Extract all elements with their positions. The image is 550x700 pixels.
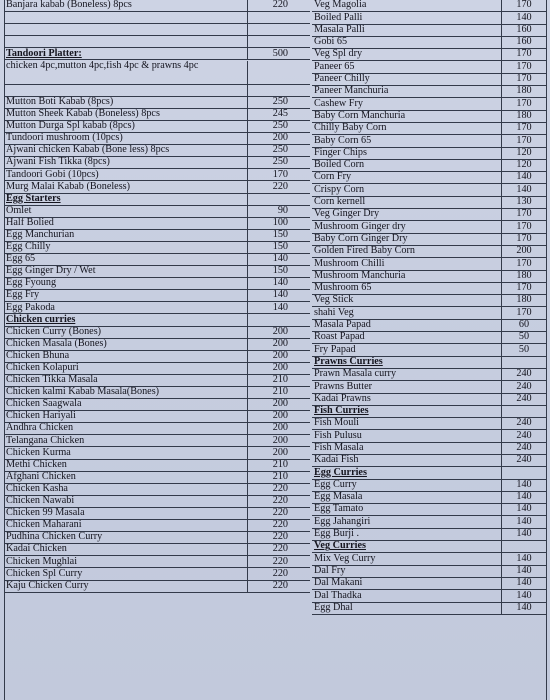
menu-item-price: 200 (272, 422, 288, 434)
menu-item-name: Chicken Saagwala (4, 399, 248, 410)
menu-item-name: Murg Malai Kabab (Boneless) (4, 181, 248, 192)
menu-item-price: 200 (272, 362, 288, 373)
menu-item-row (312, 578, 546, 590)
menu-item-price: 120 (516, 146, 532, 158)
menu-item-row (312, 516, 546, 528)
menu-item-price: 100 (272, 216, 288, 228)
menu-item-price: 140 (516, 552, 532, 564)
menu-item-price: 220 (272, 495, 288, 507)
menu-item-price: 140 (516, 515, 532, 527)
menu-item-name: Egg Pakoda (4, 302, 248, 313)
menu-item-row (312, 283, 546, 295)
menu-item-price: 220 (272, 543, 288, 555)
menu-item-name: Cashew Fry (312, 98, 502, 109)
menu-item-row (312, 98, 546, 110)
section-title: Tandoori Platter: (4, 48, 248, 59)
menu-item-name: Kaju Chicken Curry (4, 581, 248, 592)
menu-item-row (312, 529, 546, 541)
menu-item-price: 170 (516, 306, 532, 318)
menu-item-name: Fish Pulusu (312, 430, 502, 441)
menu-item-price: 140 (516, 503, 532, 515)
menu-item-price: 220 (272, 579, 288, 591)
menu-item-price: 140 (516, 577, 532, 589)
menu-item-row (4, 230, 310, 242)
menu-item-name: Corn Fry (312, 172, 502, 183)
menu-item-row (4, 36, 310, 48)
menu-item-price: 170 (516, 134, 532, 146)
menu-item-name: Omlet (4, 206, 248, 217)
menu-item-row (4, 0, 310, 12)
menu-item-price: 140 (516, 478, 532, 490)
menu-item-row (312, 603, 546, 615)
menu-item-row (4, 556, 310, 568)
menu-item-price: 150 (272, 241, 288, 253)
menu-item-name: Veg Spl dry (312, 49, 502, 60)
menu-item-name: Half Bolied (4, 218, 248, 229)
menu-item-name (4, 85, 248, 96)
menu-item-row (312, 246, 546, 258)
menu-item-name: Chicken Curry (Bones) (4, 327, 248, 338)
menu-item-row (4, 447, 310, 459)
menu-item-name: Egg Burji . (312, 529, 502, 540)
menu-item-name: Corn kernell (312, 197, 502, 208)
menu-item-name: Chicken Kasha (4, 484, 248, 495)
menu-item-price: 170 (516, 97, 532, 109)
menu-item-price: 240 (516, 454, 532, 466)
menu-item-row (4, 351, 310, 363)
left-border-line (4, 0, 5, 700)
menu-item-name: Kadai Prawns (312, 394, 502, 405)
menu-item-name: Masala Palli (312, 25, 502, 36)
menu-item-price: 170 (516, 122, 532, 134)
section-header-row (4, 194, 310, 206)
menu-item-row (4, 363, 310, 375)
menu-item-name: Chicken Kurma (4, 447, 248, 458)
menu-item-row (312, 307, 546, 319)
menu-item-row (312, 37, 546, 49)
menu-item-price: 120 (516, 159, 532, 171)
menu-item-price: 220 (272, 0, 288, 11)
menu-item-price: 220 (272, 180, 288, 192)
menu-item-row (312, 148, 546, 160)
menu-item-name: Mix Veg Curry (312, 553, 502, 564)
menu-item-row (4, 60, 310, 84)
menu-item-name: Chicken Masala (Bones) (4, 339, 248, 350)
menu-item-name: Dal Makani (312, 578, 502, 589)
menu-item-row (312, 258, 546, 270)
menu-item-price: 160 (516, 23, 532, 35)
menu-item-price: 170 (516, 257, 532, 269)
menu-item-row (312, 0, 546, 12)
menu-item-price: 240 (516, 380, 532, 392)
menu-item-price: 200 (272, 434, 288, 446)
menu-item-row (312, 394, 546, 406)
menu-item-name (4, 36, 248, 47)
menu-item-row (312, 160, 546, 172)
menu-item-name: Chicken Hariyali (4, 411, 248, 422)
menu-item-row (312, 86, 546, 98)
menu-item-price: 240 (516, 392, 532, 404)
menu-item-price: 140 (516, 589, 532, 601)
menu-item-name: Tundoori mushroom (10pcs) (4, 133, 248, 144)
menu-item-name: Masala Papad (312, 320, 502, 331)
menu-item-name: Golden Fired Baby Corn (312, 246, 502, 257)
menu-item-price: 220 (272, 555, 288, 567)
menu-item-row (312, 430, 546, 442)
menu-item-row (312, 234, 546, 246)
menu-item-name: Mutton Boti Kabab (8pcs) (4, 97, 248, 108)
menu-item-row (4, 508, 310, 520)
menu-item-row (4, 157, 310, 169)
menu-item-name: chicken 4pc,mutton 4pc,fish 4pc & prawns 4pc (4, 61, 248, 83)
menu-item-row (4, 24, 310, 36)
menu-item-row (312, 344, 546, 356)
menu-item-name: Chicken Maharani (4, 520, 248, 531)
menu-item-price: 140 (516, 11, 532, 23)
section-title: Veg Curries (312, 541, 502, 552)
menu-item-row (4, 339, 310, 351)
menu-item-name: Boiled Palli (312, 12, 502, 23)
menu-item-row (4, 581, 310, 593)
menu-item-name: Chicken kalmi Kabab Masala(Bones) (4, 387, 248, 398)
menu-item-row (4, 435, 310, 447)
menu-item-name: Kadai Chicken (4, 544, 248, 555)
menu-item-name: Chicken Bhuna (4, 351, 248, 362)
menu-item-row (4, 145, 310, 157)
menu-item-name: Egg Jahangiri (312, 516, 502, 527)
menu-item-price: 140 (516, 171, 532, 183)
menu-item-row (312, 320, 546, 332)
menu-item-price: 170 (516, 0, 532, 11)
menu-item-price: 140 (516, 528, 532, 540)
menu-item-name: Chicken Spl Curry (4, 568, 248, 579)
menu-item-row (4, 568, 310, 580)
menu-item-name: Ajwani chicken Kabab (Bone less) 8pcs (4, 145, 248, 156)
menu-item-name: Kadai Fish (312, 455, 502, 466)
section-header-row (312, 541, 546, 553)
menu-item-name: Egg 65 (4, 254, 248, 265)
menu-item-price: 180 (516, 85, 532, 97)
menu-item-price: 220 (272, 482, 288, 494)
menu-item-row (4, 169, 310, 181)
menu-item-name: Mushroom Manchuria (312, 271, 502, 282)
menu-item-name: Veg Ginger Dry (312, 209, 502, 220)
menu-item-row (4, 484, 310, 496)
menu-item-row (312, 455, 546, 467)
menu-item-price: 200 (516, 245, 532, 257)
menu-item-price: 170 (516, 232, 532, 244)
menu-item-price: 210 (272, 374, 288, 386)
menu-item-name: Chicken 99 Masala (4, 508, 248, 519)
menu-item-name: Gobi 65 (312, 37, 502, 48)
menu-item-row (312, 553, 546, 565)
menu-item-row (4, 411, 310, 423)
section-title: Egg Curries (312, 467, 502, 478)
menu-item-price: 240 (516, 429, 532, 441)
menu-item-price: 60 (518, 319, 530, 331)
menu-item-row (4, 472, 310, 484)
menu-item-name: Mushroom 65 (312, 283, 502, 294)
menu-item-price: 200 (272, 349, 288, 361)
menu-item-price: 220 (272, 531, 288, 543)
section-header-row (312, 467, 546, 479)
menu-item-name: Egg Ginger Dry / Wet (4, 266, 248, 277)
menu-item-price: 150 (272, 265, 288, 277)
menu-item-row (312, 74, 546, 86)
menu-item-row (312, 172, 546, 184)
menu-item-price: 245 (272, 108, 288, 120)
menu-item-row (4, 242, 310, 254)
menu-item-name: Chicken Tikka Masala (4, 375, 248, 386)
menu-item-name (4, 12, 248, 23)
menu-item-price: 210 (272, 470, 288, 482)
menu-item-price: 240 (516, 417, 532, 429)
menu-item-name: Ajwani Fish Tikka (8pcs) (4, 157, 248, 168)
menu-item-row (312, 12, 546, 24)
menu-item-name: Chicken Kolapuri (4, 363, 248, 374)
menu-item-price: 170 (272, 168, 288, 180)
menu-item-row (4, 460, 310, 472)
menu-item-row (4, 85, 310, 97)
menu-item-row (312, 504, 546, 516)
menu-item-name: Chicken Mughlai (4, 556, 248, 567)
menu-item-price: 200 (272, 337, 288, 349)
menu-item-price: 180 (516, 269, 532, 281)
menu-item-name: Baby Corn Ginger Dry (312, 234, 502, 245)
menu-item-price: 140 (272, 253, 288, 265)
menu-item-name: Egg Masala (312, 492, 502, 503)
menu-item-name: Mutton Durga Spl kabab (8pcs) (4, 121, 248, 132)
menu-item-row (312, 369, 546, 381)
menu-item-row (4, 218, 310, 230)
menu-item-price: 180 (516, 109, 532, 121)
menu-item-name: Veg Magolia (312, 0, 502, 11)
menu-item-name: Andhra Chicken (4, 423, 248, 434)
menu-item-row (4, 302, 310, 314)
menu-item-price: 140 (516, 183, 532, 195)
section-header-row (4, 314, 310, 326)
menu-item-row (312, 49, 546, 61)
menu-item-row (312, 590, 546, 602)
menu-item-price: 140 (272, 301, 288, 313)
menu-item-name: Afghani Chicken (4, 472, 248, 483)
menu-item-row (312, 184, 546, 196)
menu-item-price: 140 (272, 277, 288, 289)
menu-item-name: Pudhina Chicken Curry (4, 532, 248, 543)
menu-item-price: 170 (516, 282, 532, 294)
menu-item-name: Tandoori Gobi (10pcs) (4, 169, 248, 180)
menu-item-price: 50 (518, 343, 530, 355)
menu-item-price: 170 (516, 220, 532, 232)
right-border-line (546, 0, 547, 700)
menu-item-row (4, 278, 310, 290)
section-header-row (4, 48, 310, 60)
menu-item-row (4, 399, 310, 411)
menu-item-name: Mushroom Ginger dry (312, 221, 502, 232)
menu-item-row (312, 61, 546, 73)
menu-item-row (4, 206, 310, 218)
menu-item-name: Paneer Chilly (312, 74, 502, 85)
menu-item-price: 150 (272, 228, 288, 240)
section-title: Chicken curries (4, 314, 248, 325)
menu-item-name: Telangana Chicken (4, 435, 248, 446)
menu-item-name: Egg Fry (4, 290, 248, 301)
menu-item-row (312, 418, 546, 430)
menu-item-row (312, 443, 546, 455)
menu-item-row (4, 121, 310, 133)
menu-item-row (4, 12, 310, 24)
menu-item-row (4, 423, 310, 435)
section-title: Prawns Curries (312, 357, 502, 368)
menu-item-name: Egg Tamato (312, 504, 502, 515)
menu-item-name: Dal Fry (312, 566, 502, 577)
section-title: Fish Curries (312, 406, 502, 417)
menu-item-name: Veg Stick (312, 295, 502, 306)
menu-item-row (4, 133, 310, 145)
menu-item-name: Chilly Baby Corn (312, 123, 502, 134)
menu-item-name: Methi Chicken (4, 460, 248, 471)
menu-item-name: Chicken Nawabi (4, 496, 248, 507)
menu-item-name: Dal Thadka (312, 590, 502, 601)
menu-item-name: Fish Masala (312, 443, 502, 454)
menu-item-row (4, 375, 310, 387)
section-header-row (312, 406, 546, 418)
menu-item-price: 200 (272, 132, 288, 144)
menu-item-name: shahi Veg (312, 307, 502, 318)
menu-item-row (4, 520, 310, 532)
menu-item-row (4, 387, 310, 399)
menu-item-row (312, 480, 546, 492)
menu-item-name: Banjara kabab (Boneless) 8pcs (4, 0, 248, 11)
menu-item-row (4, 327, 310, 339)
menu-item-row (4, 109, 310, 121)
menu-item-name: Egg Chilly (4, 242, 248, 253)
menu-item-row (4, 266, 310, 278)
menu-item-price: 200 (272, 325, 288, 337)
menu-item-price: 140 (516, 564, 532, 576)
menu-item-price: 200 (272, 398, 288, 410)
section-header-row (312, 357, 546, 369)
menu-item-row (4, 290, 310, 302)
menu-item-row (312, 295, 546, 307)
menu-item-row (4, 254, 310, 266)
menu-item-row (4, 496, 310, 508)
menu-item-price: 200 (272, 410, 288, 422)
menu-item-row (4, 181, 310, 193)
menu-item-name: Mutton Sheek Kabab (Boneless) 8pcs (4, 109, 248, 120)
menu-item-name: Mushroom Chilli (312, 258, 502, 269)
menu-item-price: 250 (272, 156, 288, 168)
menu-item-price: 250 (272, 95, 288, 107)
menu-item-row (4, 544, 310, 556)
menu-item-name: Baby Corn 65 (312, 135, 502, 146)
menu-item-row (312, 332, 546, 344)
menu-item-price: 170 (516, 60, 532, 72)
menu-item-name: Fish Mouli (312, 418, 502, 429)
menu-item-price: 250 (272, 144, 288, 156)
menu-item-name: Baby Corn Manchuria (312, 111, 502, 122)
menu-item-name: Egg Fyoung (4, 278, 248, 289)
menu-item-price: 250 (272, 120, 288, 132)
menu-item-price: 500 (272, 47, 288, 59)
menu-item-row (312, 123, 546, 135)
menu-item-price: 180 (516, 294, 532, 306)
menu-item-price: 240 (516, 368, 532, 380)
menu-item-name: Egg Curry (312, 480, 502, 491)
menu-item-name: Paneer 65 (312, 61, 502, 72)
menu-item-name: Prawn Masala curry (312, 369, 502, 380)
menu-item-price: 210 (272, 386, 288, 398)
menu-item-price: 130 (516, 196, 532, 208)
menu-item-name: Crispy Corn (312, 184, 502, 195)
left-menu-column (4, 0, 310, 593)
menu-item-name: Egg Dhal (312, 603, 502, 614)
menu-item-price: 140 (516, 491, 532, 503)
menu-item-row (312, 209, 546, 221)
menu-item-price: 170 (516, 73, 532, 85)
menu-item-row (312, 25, 546, 37)
menu-item-row (312, 135, 546, 147)
menu-item-price: 220 (272, 507, 288, 519)
menu-item-row (4, 532, 310, 544)
menu-item-price: 140 (272, 289, 288, 301)
menu-item-price: 200 (272, 446, 288, 458)
menu-item-price: 220 (272, 567, 288, 579)
menu-item-price: 220 (272, 519, 288, 531)
menu-item-price: 240 (516, 441, 532, 453)
menu-item-row (312, 566, 546, 578)
menu-item-price: 210 (272, 458, 288, 470)
menu-item-name: Roast Papad (312, 332, 502, 343)
menu-item-price: 90 (277, 204, 288, 216)
right-menu-column (312, 0, 546, 615)
menu-item-price: 50 (518, 331, 530, 343)
menu-item-price: 160 (516, 36, 532, 48)
menu-item-price: 140 (516, 601, 532, 613)
menu-item-row (4, 97, 310, 109)
menu-item-row (312, 492, 546, 504)
menu-item-name: Paneer Manchuria (312, 86, 502, 97)
menu-item-row (312, 271, 546, 283)
menu-item-row (312, 381, 546, 393)
menu-item-name (4, 24, 248, 35)
menu-item-row (312, 197, 546, 209)
menu-item-row (312, 111, 546, 123)
menu-item-price: 170 (516, 48, 532, 60)
menu-item-name: Boiled Corn (312, 160, 502, 171)
menu-item-name: Prawns Butter (312, 381, 502, 392)
menu-item-name: Fry Papad (312, 344, 502, 355)
menu-item-name: Finger Chips (312, 148, 502, 159)
section-title: Egg Starters (4, 194, 248, 205)
menu-item-name: Egg Manchurian (4, 230, 248, 241)
menu-item-price: 170 (516, 208, 532, 220)
menu-item-row (312, 221, 546, 233)
